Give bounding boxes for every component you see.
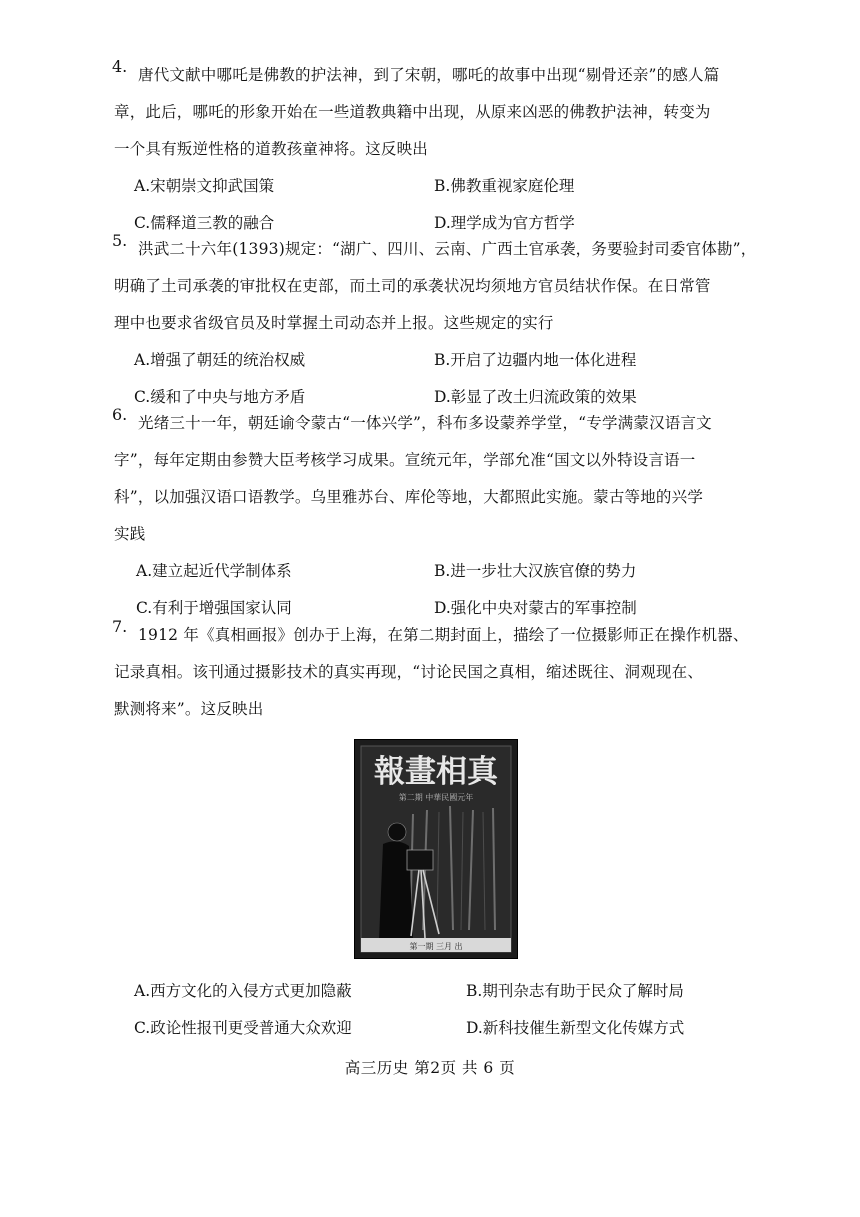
magazine-cover-image xyxy=(354,739,518,959)
cover-subtitle: 第二期 中華民國元年 xyxy=(398,793,474,802)
option-c[interactable]: C.缓和了中央与地方矛盾 xyxy=(134,388,306,406)
question-number: 6. xyxy=(112,405,128,424)
option-a[interactable]: A.西方文化的入侵方式更加隐蔽 xyxy=(134,982,352,1000)
question-7-options xyxy=(114,973,754,1047)
question-text-line: 实践 xyxy=(114,525,146,543)
option-d[interactable]: D.新科技催生新型文化传媒方式 xyxy=(466,1019,685,1037)
question-number: 7. xyxy=(112,617,128,636)
option-a[interactable]: A.宋朝崇文抑武国策 xyxy=(134,177,275,195)
option-c[interactable]: C.政论性报刊更受普通大众欢迎 xyxy=(134,1019,352,1037)
page-footer: 高三历史 第2页 共 6 页 xyxy=(344,1059,516,1077)
question-text-line: 字”，每年定期由参赞大臣考核学习成果。宣统元年，学部允准“国文以外特设言语一 xyxy=(114,451,696,469)
question-text-line: 一个具有叛逆性格的道教孩童神将。这反映出 xyxy=(114,140,429,158)
question-text-line: 科”，以加强汉语口语教学。乌里雅苏台、库伦等地，大都照此实施。蒙古等地的兴学 xyxy=(114,488,704,506)
question-number: 4. xyxy=(112,57,128,76)
question-text-line: 记录真相。该刊通过摄影技术的真实再现，“讨论民国之真相，缩述既往、洞观现在、 xyxy=(114,663,704,681)
question-5 xyxy=(112,231,757,416)
question-text-line: 洪武二十六年(1393)规定：“湖广、四川、云南、广西土官承袭，务要验封司委官体勘”， xyxy=(138,240,757,258)
question-text-line: 明确了土司承袭的审批权在吏部，而土司的承袭状况均须地方官员结状作保。在日常管 xyxy=(114,277,711,295)
question-text-line: 理中也要求省级官员及时掌握土司动态并上报。这些规定的实行 xyxy=(114,314,554,332)
cover-bottom-text: 第一期 三月 出 xyxy=(409,942,463,951)
option-c[interactable]: C.有利于增强国家认同 xyxy=(136,599,292,617)
option-d[interactable]: D.强化中央对蒙古的军事控制 xyxy=(434,599,637,617)
question-text-line: 1912 年《真相画报》创办于上海，在第二期封面上，描绘了一位摄影师正在操作机器、 xyxy=(138,626,749,644)
option-a[interactable]: A.增强了朝廷的统治权威 xyxy=(134,351,306,369)
option-d[interactable]: D.理学成为官方哲学 xyxy=(434,214,575,232)
option-b[interactable]: B.佛教重视家庭伦理 xyxy=(434,177,575,195)
photographer-illustration xyxy=(355,740,517,958)
question-number: 5. xyxy=(112,231,128,250)
question-text-line: 默测将来”。这反映出 xyxy=(114,700,264,718)
option-b[interactable]: B.开启了边疆内地一体化进程 xyxy=(434,351,637,369)
question-6 xyxy=(114,405,754,627)
question-text-line: 光绪三十一年，朝廷谕令蒙古“一体兴学”，科布多设蒙养学堂，“专学满蒙汉语言文 xyxy=(138,414,712,432)
option-c[interactable]: C.儒释道三教的融合 xyxy=(134,214,275,232)
cover-masthead: 報畫相真 xyxy=(374,754,498,790)
option-b[interactable]: B.进一步壮大汉族官僚的势力 xyxy=(434,562,637,580)
option-d[interactable]: D.彰显了改土归流政策的效果 xyxy=(434,388,637,406)
option-b[interactable]: B.期刊杂志有助于民众了解时局 xyxy=(466,982,684,1000)
question-4 xyxy=(114,57,754,242)
option-a[interactable]: A.建立起近代学制体系 xyxy=(136,562,292,580)
question-text-line: 章，此后，哪吒的形象开始在一些道教典籍中出现，从原来凶恶的佛教护法神，转变为 xyxy=(114,103,711,121)
question-text-line: 唐代文献中哪吒是佛教的护法神，到了宋朝，哪吒的故事中出现“剔骨还亲”的感人篇 xyxy=(138,66,720,84)
question-7 xyxy=(114,617,754,728)
